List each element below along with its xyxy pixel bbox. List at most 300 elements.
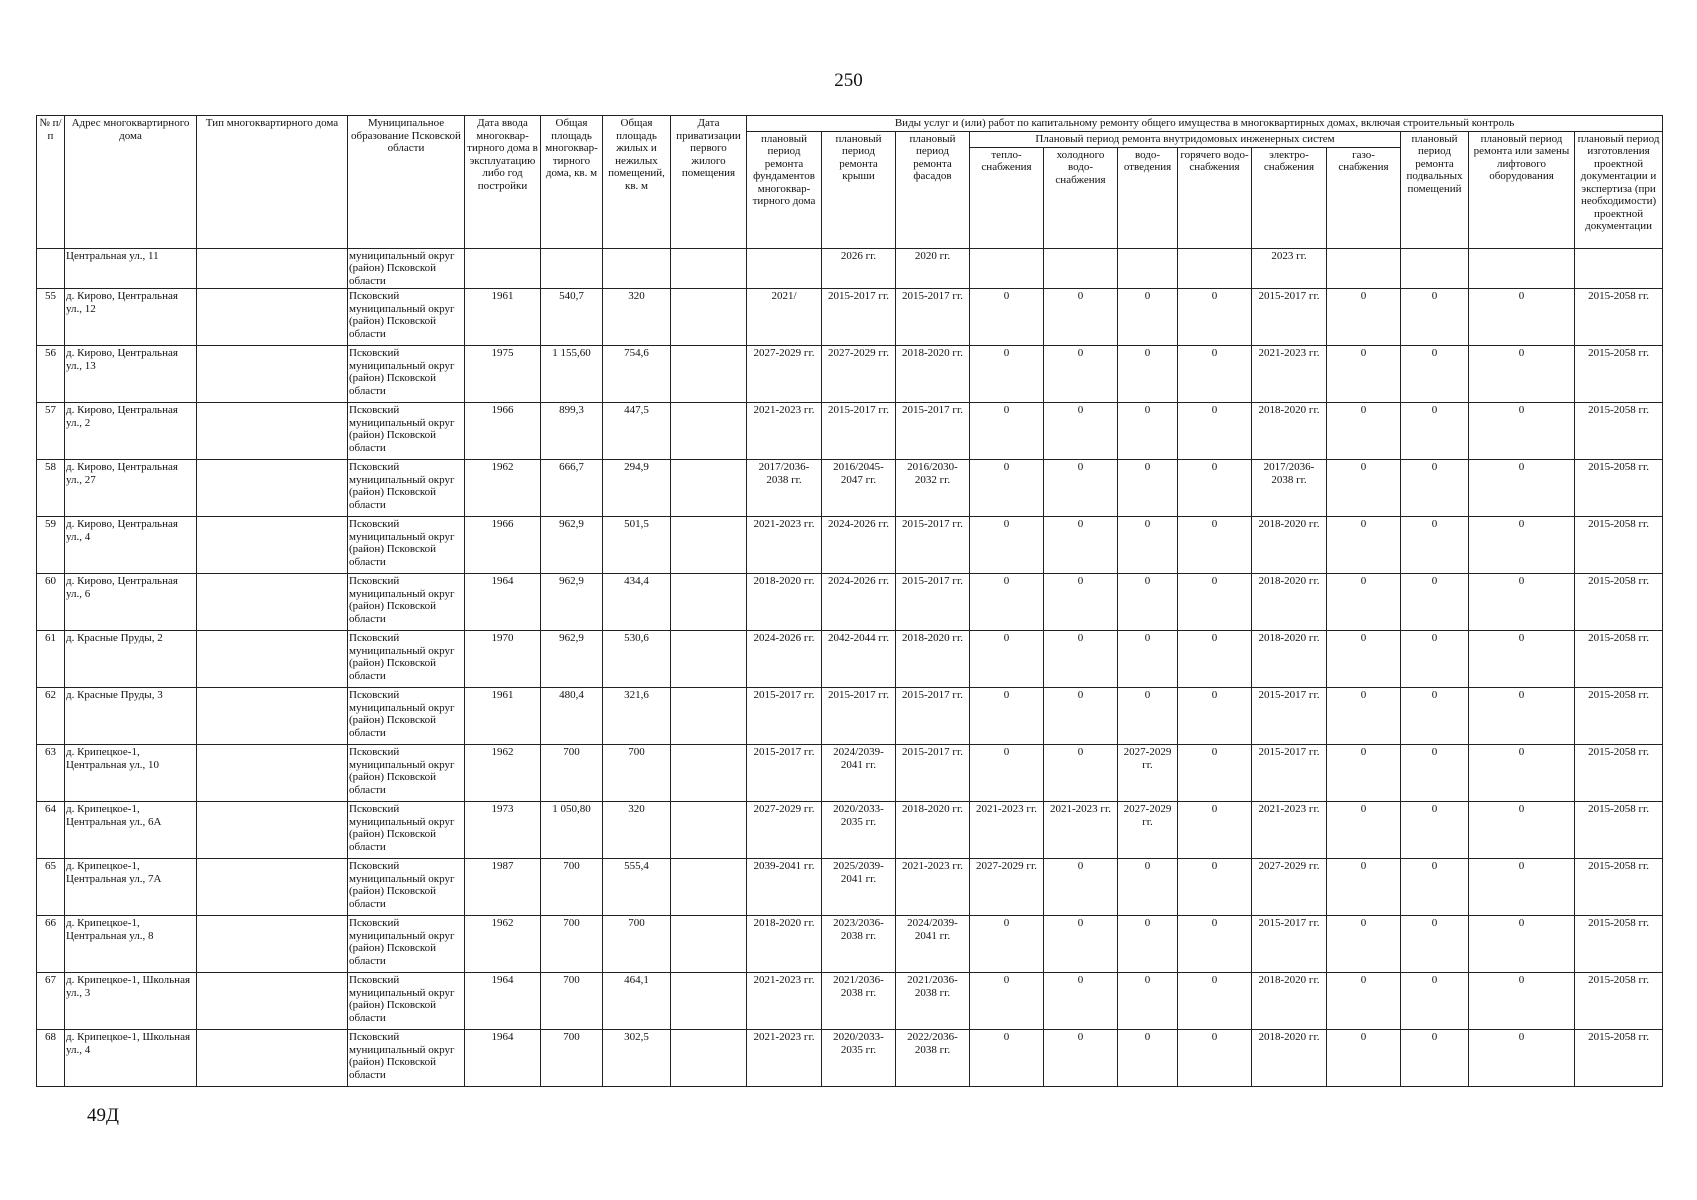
cell-cold-water: 2021-2023 гг. [1044, 802, 1118, 859]
cell-hot-water: 0 [1178, 1030, 1252, 1087]
cell-cold-water: 0 [1044, 346, 1118, 403]
cell-address: д. Крипецкое-1, Центральная ул., 10 [65, 745, 197, 802]
cell-living-area: 447,5 [603, 403, 671, 460]
cell-heat: 0 [970, 574, 1044, 631]
cell-basement [1401, 248, 1469, 289]
cell-foundation: 2021-2023 гг. [747, 973, 822, 1030]
cell-living-area: 700 [603, 916, 671, 973]
cell-drainage: 0 [1118, 973, 1178, 1030]
cell-gas: 0 [1327, 574, 1401, 631]
cell-municipality: Псковский муниципальный округ (район) Псковской области [348, 688, 465, 745]
cell-gas [1327, 248, 1401, 289]
page-number: 250 [834, 70, 863, 91]
cell-design: 2015-2058 гг. [1575, 802, 1663, 859]
cell-hot-water: 0 [1178, 346, 1252, 403]
cell-facade: 2024/2039-2041 гг. [896, 916, 970, 973]
cell-living-area: 320 [603, 802, 671, 859]
cell-municipality: Псковский муниципальный округ (район) Псковской области [348, 802, 465, 859]
cell-num: 58 [37, 460, 65, 517]
cell-hot-water: 0 [1178, 859, 1252, 916]
cell-total-area: 1 155,60 [541, 346, 603, 403]
cell-privatization [671, 517, 747, 574]
cell-lift: 0 [1469, 631, 1575, 688]
cell-gas: 0 [1327, 1030, 1401, 1087]
cell-gas: 0 [1327, 289, 1401, 346]
cell-facade: 2015-2017 гг. [896, 289, 970, 346]
cell-municipality: Псковский муниципальный округ (район) Псковской области [348, 403, 465, 460]
cell-drainage: 2027-2029 гг. [1118, 802, 1178, 859]
cell-num: 60 [37, 574, 65, 631]
cell-electric: 2015-2017 гг. [1252, 916, 1327, 973]
cell-num: 57 [37, 403, 65, 460]
cell-address: д. Кирово, Центральная ул., 2 [65, 403, 197, 460]
header-municipality: Муниципальное образование Псковской области [348, 116, 465, 249]
cell-living-area: 320 [603, 289, 671, 346]
cell-gas: 0 [1327, 460, 1401, 517]
cell-drainage: 0 [1118, 517, 1178, 574]
cell-facade: 2021/2036-2038 гг. [896, 973, 970, 1030]
cell-electric: 2018-2020 гг. [1252, 403, 1327, 460]
cell-facade: 2018-2020 гг. [896, 631, 970, 688]
cell-basement: 0 [1401, 973, 1469, 1030]
cell-privatization [671, 289, 747, 346]
cell-gas: 0 [1327, 973, 1401, 1030]
cell-heat: 2021-2023 гг. [970, 802, 1044, 859]
cell-basement: 0 [1401, 688, 1469, 745]
cell-lift: 0 [1469, 517, 1575, 574]
cell-heat: 0 [970, 631, 1044, 688]
cell-roof: 2024-2026 гг. [822, 574, 896, 631]
cell-electric: 2018-2020 гг. [1252, 574, 1327, 631]
cell-total-area: 480,4 [541, 688, 603, 745]
header-heat: тепло-снабжения [970, 147, 1044, 248]
cell-foundation: 2015-2017 гг. [747, 745, 822, 802]
cell-privatization [671, 403, 747, 460]
cell-cold-water: 0 [1044, 859, 1118, 916]
cell-foundation: 2021/ [747, 289, 822, 346]
cell-privatization [671, 859, 747, 916]
cell-year: 1962 [465, 460, 541, 517]
cell-hot-water: 0 [1178, 916, 1252, 973]
cell-design: 2015-2058 гг. [1575, 403, 1663, 460]
cell-heat: 0 [970, 517, 1044, 574]
cell-facade: 2015-2017 гг. [896, 574, 970, 631]
cell-drainage: 0 [1118, 631, 1178, 688]
cell-privatization [671, 745, 747, 802]
cell-hot-water: 0 [1178, 631, 1252, 688]
cell-basement: 0 [1401, 460, 1469, 517]
cell-type [197, 346, 348, 403]
cell-num: 59 [37, 517, 65, 574]
cell-municipality: Псковский муниципальный округ (район) Псковской области [348, 460, 465, 517]
cell-foundation [747, 248, 822, 289]
header-basement: плановый период ремонта подвальных помещений [1401, 131, 1469, 248]
table-row [37, 859, 1663, 916]
header-engineering-group: Плановый период ремонта внутридомовых инженерных систем [970, 131, 1401, 147]
cell-facade: 2016/2030-2032 гг. [896, 460, 970, 517]
cell-type [197, 745, 348, 802]
table-row [37, 745, 1663, 802]
cell-facade: 2015-2017 гг. [896, 688, 970, 745]
cell-address: д. Кирово, Центральная ул., 13 [65, 346, 197, 403]
table-row [37, 346, 1663, 403]
cell-year: 1961 [465, 289, 541, 346]
cell-gas: 0 [1327, 346, 1401, 403]
cell-cold-water [1044, 248, 1118, 289]
cell-privatization [671, 688, 747, 745]
cell-electric: 2027-2029 гг. [1252, 859, 1327, 916]
cell-foundation: 2018-2020 гг. [747, 916, 822, 973]
cell-living-area: 700 [603, 745, 671, 802]
cell-design: 2015-2058 гг. [1575, 517, 1663, 574]
header-commission-date: Дата ввода многоквар-тирного дома в эксплуатацию либо год постройки [465, 116, 541, 249]
cell-living-area: 501,5 [603, 517, 671, 574]
cell-gas: 0 [1327, 802, 1401, 859]
cell-electric: 2015-2017 гг. [1252, 745, 1327, 802]
cell-heat: 0 [970, 460, 1044, 517]
cell-cold-water: 0 [1044, 517, 1118, 574]
cell-basement: 0 [1401, 517, 1469, 574]
cell-total-area: 700 [541, 916, 603, 973]
cell-cold-water: 0 [1044, 289, 1118, 346]
cell-privatization [671, 346, 747, 403]
cell-num: 64 [37, 802, 65, 859]
cell-gas: 0 [1327, 745, 1401, 802]
cell-roof: 2016/2045-2047 гг. [822, 460, 896, 517]
cell-gas: 0 [1327, 403, 1401, 460]
cell-type [197, 631, 348, 688]
cell-municipality: Псковский муниципальный округ (район) Псковской области [348, 289, 465, 346]
cell-total-area: 1 050,80 [541, 802, 603, 859]
header-living-area: Общая площадь жилых и нежилых помещений, кв. м [603, 116, 671, 249]
cell-roof: 2025/2039-2041 гг. [822, 859, 896, 916]
cell-foundation: 2039-2041 гг. [747, 859, 822, 916]
cell-lift: 0 [1469, 403, 1575, 460]
cell-basement: 0 [1401, 916, 1469, 973]
cell-type [197, 916, 348, 973]
cell-num: 67 [37, 973, 65, 1030]
cell-cold-water: 0 [1044, 688, 1118, 745]
cell-gas: 0 [1327, 688, 1401, 745]
cell-cold-water: 0 [1044, 973, 1118, 1030]
table-row [37, 973, 1663, 1030]
table-row [37, 248, 1663, 289]
cell-num: 65 [37, 859, 65, 916]
cell-total-area: 962,9 [541, 631, 603, 688]
cell-year: 1964 [465, 574, 541, 631]
cell-lift: 0 [1469, 688, 1575, 745]
cell-roof: 2042-2044 гг. [822, 631, 896, 688]
cell-facade: 2018-2020 гг. [896, 346, 970, 403]
header-total-area: Общая площадь многоквар-тирного дома, кв. м [541, 116, 603, 249]
cell-type [197, 973, 348, 1030]
cell-design: 2015-2058 гг. [1575, 1030, 1663, 1087]
cell-hot-water: 0 [1178, 403, 1252, 460]
cell-municipality: Псковский муниципальный округ (район) Псковской области [348, 517, 465, 574]
cell-facade: 2015-2017 гг. [896, 745, 970, 802]
header-works-group: Виды услуг и (или) работ по капитальному ремонту общего имущества в многоквартирных домах, включая строительный контроль [747, 116, 1663, 132]
cell-foundation: 2027-2029 гг. [747, 346, 822, 403]
cell-num: 61 [37, 631, 65, 688]
cell-total-area: 700 [541, 859, 603, 916]
cell-roof: 2015-2017 гг. [822, 403, 896, 460]
cell-facade: 2015-2017 гг. [896, 403, 970, 460]
cell-year [465, 248, 541, 289]
cell-total-area: 962,9 [541, 517, 603, 574]
cell-address: д. Крипецкое-1, Школьная ул., 3 [65, 973, 197, 1030]
cell-living-area: 302,5 [603, 1030, 671, 1087]
cell-num: 62 [37, 688, 65, 745]
cell-lift: 0 [1469, 346, 1575, 403]
header-cold-water: холодного водо-снабжения [1044, 147, 1118, 248]
cell-roof: 2020/2033-2035 гг. [822, 1030, 896, 1087]
cell-design: 2015-2058 гг. [1575, 574, 1663, 631]
cell-type [197, 859, 348, 916]
cell-address: д. Крипецкое-1, Школьная ул., 4 [65, 1030, 197, 1087]
cell-year: 1987 [465, 859, 541, 916]
cell-hot-water: 0 [1178, 688, 1252, 745]
cell-heat: 2027-2029 гг. [970, 859, 1044, 916]
cell-heat: 0 [970, 289, 1044, 346]
cell-electric: 2023 гг. [1252, 248, 1327, 289]
cell-privatization [671, 248, 747, 289]
cell-address: д. Красные Пруды, 3 [65, 688, 197, 745]
header-lift: плановый период ремонта или замены лифтового оборудования [1469, 131, 1575, 248]
cell-cold-water: 0 [1044, 916, 1118, 973]
cell-address: д. Красные Пруды, 2 [65, 631, 197, 688]
cell-facade: 2021-2023 гг. [896, 859, 970, 916]
cell-type [197, 403, 348, 460]
cell-drainage: 0 [1118, 289, 1178, 346]
cell-address: д. Крипецкое-1, Центральная ул., 7А [65, 859, 197, 916]
cell-roof: 2015-2017 гг. [822, 688, 896, 745]
cell-drainage: 0 [1118, 574, 1178, 631]
cell-hot-water [1178, 248, 1252, 289]
cell-electric: 2018-2020 гг. [1252, 973, 1327, 1030]
cell-electric: 2021-2023 гг. [1252, 346, 1327, 403]
cell-drainage: 0 [1118, 1030, 1178, 1087]
header-electric: электро-снабжения [1252, 147, 1327, 248]
cell-basement: 0 [1401, 574, 1469, 631]
cell-cold-water: 0 [1044, 631, 1118, 688]
cell-gas: 0 [1327, 916, 1401, 973]
cell-address: д. Крипецкое-1, Центральная ул., 8 [65, 916, 197, 973]
cell-privatization [671, 631, 747, 688]
cell-municipality: Псковский муниципальный округ (район) Псковской области [348, 745, 465, 802]
table-row [37, 916, 1663, 973]
cell-cold-water: 0 [1044, 745, 1118, 802]
header-house-type: Тип многоквартирного дома [197, 116, 348, 249]
cell-num: 63 [37, 745, 65, 802]
header-gas: газо-снабжения [1327, 147, 1401, 248]
header-num: № п/п [37, 116, 65, 249]
cell-heat: 0 [970, 973, 1044, 1030]
cell-hot-water: 0 [1178, 973, 1252, 1030]
cell-lift: 0 [1469, 289, 1575, 346]
cell-num: 68 [37, 1030, 65, 1087]
cell-foundation: 2021-2023 гг. [747, 517, 822, 574]
cell-type [197, 517, 348, 574]
cell-heat: 0 [970, 1030, 1044, 1087]
cell-type [197, 574, 348, 631]
cell-gas: 0 [1327, 859, 1401, 916]
cell-total-area: 540,7 [541, 289, 603, 346]
cell-address: д. Крипецкое-1, Центральная ул., 6А [65, 802, 197, 859]
table-row [37, 802, 1663, 859]
cell-hot-water: 0 [1178, 574, 1252, 631]
cell-municipality: Псковский муниципальный округ (район) Псковской области [348, 916, 465, 973]
cell-address: Центральная ул., 11 [65, 248, 197, 289]
cell-electric: 2017/2036-2038 гг. [1252, 460, 1327, 517]
cell-year: 1962 [465, 745, 541, 802]
cell-lift: 0 [1469, 859, 1575, 916]
cell-municipality: Псковский муниципальный округ (район) Псковской области [348, 859, 465, 916]
table-row [37, 289, 1663, 346]
cell-cold-water: 0 [1044, 460, 1118, 517]
cell-facade: 2022/2036-2038 гг. [896, 1030, 970, 1087]
cell-privatization [671, 1030, 747, 1087]
cell-facade: 2018-2020 гг. [896, 802, 970, 859]
capital-repair-table [36, 115, 1663, 1087]
cell-drainage: 0 [1118, 346, 1178, 403]
header-address: Адрес многоквартирного дома [65, 116, 197, 249]
cell-living-area: 530,6 [603, 631, 671, 688]
header-privatization-date: Дата приватизации первого жилого помещения [671, 116, 747, 249]
cell-living-area: 555,4 [603, 859, 671, 916]
table-row [37, 1030, 1663, 1087]
cell-foundation: 2021-2023 гг. [747, 1030, 822, 1087]
cell-heat: 0 [970, 688, 1044, 745]
table-row [37, 403, 1663, 460]
cell-basement: 0 [1401, 745, 1469, 802]
cell-hot-water: 0 [1178, 460, 1252, 517]
cell-drainage: 0 [1118, 916, 1178, 973]
cell-municipality: Псковский муниципальный округ (район) Псковской области [348, 574, 465, 631]
cell-total-area: 700 [541, 973, 603, 1030]
cell-municipality: Псковский муниципальный округ (район) Псковской области [348, 1030, 465, 1087]
cell-year: 1973 [465, 802, 541, 859]
cell-foundation: 2021-2023 гг. [747, 403, 822, 460]
cell-type [197, 460, 348, 517]
cell-roof: 2015-2017 гг. [822, 289, 896, 346]
cell-total-area: 700 [541, 745, 603, 802]
cell-living-area: 464,1 [603, 973, 671, 1030]
cell-hot-water: 0 [1178, 802, 1252, 859]
cell-hot-water: 0 [1178, 289, 1252, 346]
cell-privatization [671, 460, 747, 517]
cell-design: 2015-2058 гг. [1575, 346, 1663, 403]
cell-year: 1966 [465, 517, 541, 574]
cell-drainage: 0 [1118, 688, 1178, 745]
cell-basement: 0 [1401, 1030, 1469, 1087]
cell-privatization [671, 574, 747, 631]
cell-drainage: 2027-2029 гг. [1118, 745, 1178, 802]
cell-privatization [671, 916, 747, 973]
cell-basement: 0 [1401, 403, 1469, 460]
cell-lift: 0 [1469, 916, 1575, 973]
table-row [37, 517, 1663, 574]
cell-municipality: муниципальный округ (район) Псковской области [348, 248, 465, 289]
cell-address: д. Кирово, Центральная ул., 27 [65, 460, 197, 517]
cell-municipality: Псковский муниципальный округ (район) Псковской области [348, 631, 465, 688]
cell-year: 1962 [465, 916, 541, 973]
cell-type [197, 248, 348, 289]
header-foundation: плановый период ремонта фундаментов многоквар-тирного дома [747, 131, 822, 248]
cell-heat: 0 [970, 346, 1044, 403]
table-row [37, 631, 1663, 688]
cell-electric: 2015-2017 гг. [1252, 688, 1327, 745]
cell-electric: 2018-2020 гг. [1252, 1030, 1327, 1087]
cell-total-area: 666,7 [541, 460, 603, 517]
cell-gas: 0 [1327, 517, 1401, 574]
cell-address: д. Кирово, Центральная ул., 6 [65, 574, 197, 631]
cell-facade: 2020 гг. [896, 248, 970, 289]
cell-basement: 0 [1401, 289, 1469, 346]
cell-foundation: 2018-2020 гг. [747, 574, 822, 631]
cell-year: 1961 [465, 688, 541, 745]
cell-hot-water: 0 [1178, 745, 1252, 802]
cell-num: 56 [37, 346, 65, 403]
cell-num: 66 [37, 916, 65, 973]
cell-living-area: 434,4 [603, 574, 671, 631]
cell-design: 2015-2058 гг. [1575, 460, 1663, 517]
cell-design: 2015-2058 гг. [1575, 859, 1663, 916]
cell-design: 2015-2058 гг. [1575, 916, 1663, 973]
cell-drainage: 0 [1118, 403, 1178, 460]
cell-living-area: 321,6 [603, 688, 671, 745]
cell-type [197, 289, 348, 346]
cell-municipality: Псковский муниципальный округ (район) Псковской области [348, 346, 465, 403]
cell-design [1575, 248, 1663, 289]
cell-year: 1964 [465, 1030, 541, 1087]
cell-basement: 0 [1401, 802, 1469, 859]
cell-lift: 0 [1469, 574, 1575, 631]
header-roof: плановый период ремонта крыши [822, 131, 896, 248]
cell-living-area: 754,6 [603, 346, 671, 403]
header-hot-water: горячего водо-снабжения [1178, 147, 1252, 248]
cell-type [197, 688, 348, 745]
cell-lift: 0 [1469, 745, 1575, 802]
cell-municipality: Псковский муниципальный округ (район) Псковской области [348, 973, 465, 1030]
cell-num [37, 248, 65, 289]
cell-lift [1469, 248, 1575, 289]
cell-drainage [1118, 248, 1178, 289]
cell-type [197, 1030, 348, 1087]
cell-basement: 0 [1401, 859, 1469, 916]
cell-drainage: 0 [1118, 460, 1178, 517]
cell-roof: 2026 гг. [822, 248, 896, 289]
cell-heat [970, 248, 1044, 289]
header-drainage: водо-отведения [1118, 147, 1178, 248]
table-row [37, 574, 1663, 631]
cell-hot-water: 0 [1178, 517, 1252, 574]
cell-total-area: 899,3 [541, 403, 603, 460]
cell-living-area [603, 248, 671, 289]
cell-year: 1970 [465, 631, 541, 688]
cell-cold-water: 0 [1044, 574, 1118, 631]
cell-electric: 2021-2023 гг. [1252, 802, 1327, 859]
cell-drainage: 0 [1118, 859, 1178, 916]
cell-roof: 2023/2036-2038 гг. [822, 916, 896, 973]
cell-total-area: 700 [541, 1030, 603, 1087]
cell-lift: 0 [1469, 1030, 1575, 1087]
cell-total-area [541, 248, 603, 289]
cell-year: 1964 [465, 973, 541, 1030]
cell-design: 2015-2058 гг. [1575, 631, 1663, 688]
footer-code: 49Д [87, 1105, 119, 1126]
cell-electric: 2018-2020 гг. [1252, 631, 1327, 688]
cell-cold-water: 0 [1044, 403, 1118, 460]
